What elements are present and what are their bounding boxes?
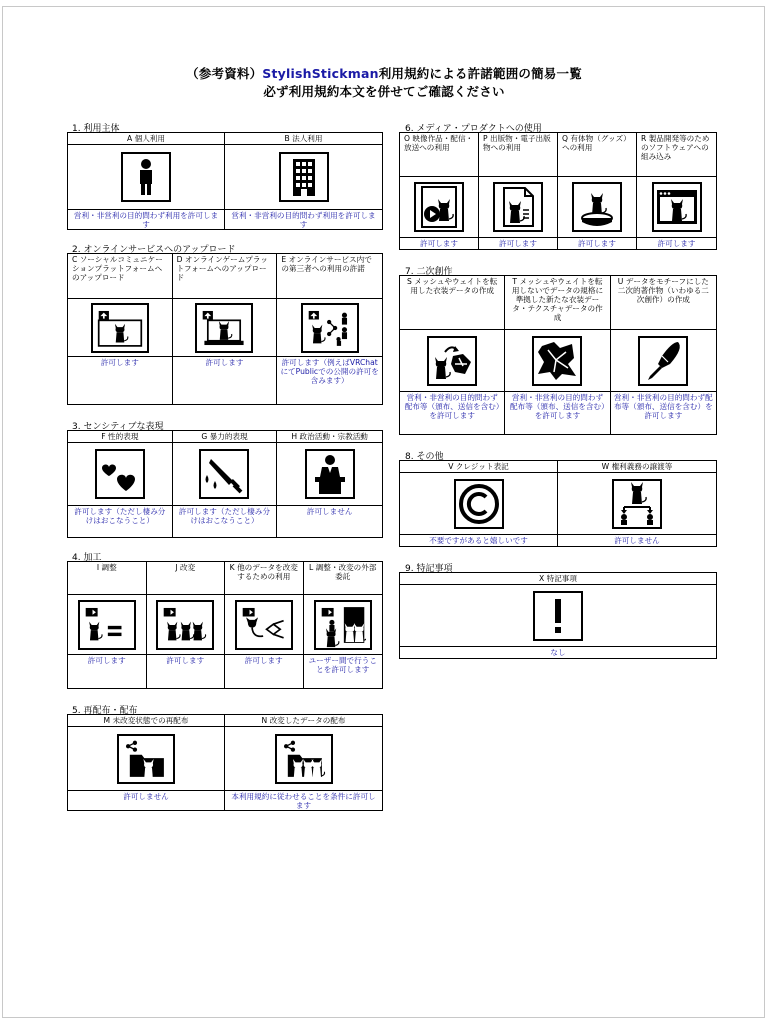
item-header: I 調整 — [68, 562, 146, 595]
item-corporate-use — [225, 133, 382, 229]
item-header: Q 有体物（グッズ）への利用 — [558, 133, 636, 177]
section-processing — [67, 561, 383, 689]
knife-icon — [199, 449, 249, 499]
item-header: U データをモチーフにした二次的著作物（いわゆる二次創作）の作成 — [611, 276, 716, 330]
item-header: F 性的表現 — [68, 431, 172, 443]
video-icon — [414, 182, 464, 232]
item-credit-notation — [400, 461, 558, 546]
item-special-notes — [400, 573, 716, 658]
item-result: 不要ですがあると嬉しいです — [400, 534, 557, 546]
item-sexual-expression — [68, 431, 173, 537]
item-header: W 権利義務の譲渡等 — [558, 461, 716, 473]
document-subtitle: 必ず利用規約本文を併せてご確認ください — [263, 84, 505, 99]
section-label-derivative-works: 7. 二次創作 — [405, 267, 453, 277]
item-result: 許可しません — [277, 505, 382, 537]
item-result: 許可します — [68, 654, 146, 688]
adjust-icon — [78, 600, 136, 650]
item-header: R 製品開発等のためのソフトウェアへの組み込み — [637, 133, 716, 177]
item-goods-use — [558, 133, 637, 249]
item-header: T メッシュやウェイトを転用しないでデータの規格に準拠した新たな衣装データ・テクスチャデータの作成 — [505, 276, 609, 330]
item-header: K 他のデータを改変するための利用 — [225, 562, 303, 595]
item-result: 許可します — [637, 237, 716, 249]
item-header: N 改変したデータの配布 — [225, 715, 382, 727]
item-third-party-license — [277, 254, 382, 404]
item-result: なし — [400, 646, 716, 658]
item-political-religious — [277, 431, 382, 537]
item-software-embedding — [637, 133, 716, 249]
item-result: 許可します（ただし棲み分けはおこなうこと） — [68, 505, 172, 537]
item-result: 許可しません — [558, 534, 716, 546]
item-result: 許可しません — [68, 790, 224, 810]
section-special-notes — [399, 572, 717, 659]
item-modify — [147, 562, 226, 688]
software-icon — [652, 182, 702, 232]
item-header: E オンラインサービス内での第三者への利用の許諾 — [277, 254, 382, 299]
title-brand: StylishStickman — [262, 66, 379, 81]
item-header: H 政治活動・宗教活動 — [277, 431, 382, 443]
section-label-sensitive: 3. センシティブな表現 — [72, 422, 164, 432]
item-header: O 映像作品・配信・放送への利用 — [400, 133, 478, 177]
document-title — [0, 64, 768, 82]
derivative-icon — [235, 600, 293, 650]
item-result: 許可します（ただし棲み分けはおこなうこと） — [173, 505, 277, 537]
copyright-icon — [454, 479, 504, 529]
item-result: 営利・非営利の目的問わず配布等（頒布、送信を含む）を許可します — [505, 391, 609, 434]
distribute-modified-icon — [275, 734, 333, 784]
title-suffix: 利用規約による許諾範囲の簡易一覧 — [378, 66, 582, 81]
item-new-costume-texture — [505, 276, 610, 434]
item-video-use — [400, 133, 479, 249]
transfer-icon — [612, 479, 662, 529]
item-social-upload — [68, 254, 173, 404]
item-result: 許可します（例えばVRChatにてPublicでの公開の許可を含みます） — [277, 356, 382, 404]
section-online-upload — [67, 253, 383, 405]
item-result: 許可します — [225, 654, 303, 688]
item-result: 許可します — [479, 237, 557, 249]
item-rights-transfer — [558, 461, 716, 546]
social-upload-icon — [91, 303, 149, 353]
item-result: 許可します — [173, 356, 277, 404]
item-fan-work — [611, 276, 716, 434]
item-result: 営利・非営利の目的問わず利用を許可します — [68, 209, 224, 229]
item-result: 許可します — [558, 237, 636, 249]
item-violent-expression — [173, 431, 278, 537]
item-result: 許可します — [68, 356, 172, 404]
modify-icon — [156, 600, 214, 650]
section-label-redistribution: 5. 再配布・配布 — [72, 706, 138, 716]
section-label-special-notes: 9. 特記事項 — [405, 564, 453, 574]
item-header: A 個人利用 — [68, 133, 224, 145]
item-header: S メッシュやウェイトを転用した衣装データの作成 — [400, 276, 504, 330]
podium-speaker-icon — [305, 449, 355, 499]
item-result: ユーザー間で行うことを許可します — [304, 654, 383, 688]
item-header: X 特記事項 — [400, 573, 716, 585]
section-redistribution — [67, 714, 383, 811]
item-result: 許可します — [400, 237, 478, 249]
item-derivative-use — [225, 562, 304, 688]
item-adjust — [68, 562, 147, 688]
title-prefix: （参考資料） — [186, 66, 263, 81]
item-header: P 出版物・電子出版物への利用 — [479, 133, 557, 177]
item-header: J 改変 — [147, 562, 225, 595]
publication-icon — [493, 182, 543, 232]
game-upload-icon — [195, 303, 253, 353]
hearts-icon — [95, 449, 145, 499]
section-label-usage-subject: 1. 利用主体 — [72, 124, 120, 134]
person-icon — [121, 152, 171, 202]
section-label-other: 8. その他 — [405, 452, 444, 462]
outsource-icon — [314, 600, 372, 650]
section-usage-subject — [67, 132, 383, 230]
pen-icon — [638, 336, 688, 386]
section-media-product — [399, 132, 717, 250]
share-to-users-icon — [301, 303, 359, 353]
section-label-media-product: 6. メディア・プロダクトへの使用 — [405, 124, 542, 134]
office-building-icon — [279, 152, 329, 202]
fabric-icon — [532, 336, 582, 386]
item-modified-distribution — [225, 715, 382, 810]
item-game-upload — [173, 254, 278, 404]
section-other — [399, 460, 717, 547]
item-header: M 未改変状態での再配布 — [68, 715, 224, 727]
item-publication-use — [479, 133, 558, 249]
goods-icon — [572, 182, 622, 232]
section-sensitive — [67, 430, 383, 538]
section-label-online-upload: 2. オンラインサービスへのアップロード — [72, 245, 236, 255]
item-header: D オンラインゲームプラットフォームへのアップロード — [173, 254, 277, 299]
section-label-processing: 4. 加工 — [72, 553, 102, 563]
section-derivative-works — [399, 275, 717, 435]
item-result: 営利・非営利の目的問わず利用を許可します — [225, 209, 382, 229]
item-header: L 調整・改変の外部委託 — [304, 562, 383, 595]
redistribute-icon — [117, 734, 175, 784]
item-unmodified-redistribution — [68, 715, 225, 810]
item-header: G 暴力的表現 — [173, 431, 277, 443]
item-result: 許可します — [147, 654, 225, 688]
item-outsourcing — [304, 562, 383, 688]
costume-icon — [427, 336, 477, 386]
item-costume-creation — [400, 276, 505, 434]
item-header: B 法人利用 — [225, 133, 382, 145]
item-result: 営利・非営利の目的問わず配布等（頒布、送信を含む）を許可します — [611, 391, 716, 434]
item-result: 本利用規約に従わせることを条件に許可します — [225, 790, 382, 810]
item-header: C ソーシャルコミュニケーションプラットフォームへのアップロード — [68, 254, 172, 299]
item-personal-use — [68, 133, 225, 229]
item-result: 営利・非営利の目的問わず配布等（頒布、送信を含む）を許可します — [400, 391, 504, 434]
exclamation-icon — [533, 591, 583, 641]
item-header: V クレジット表記 — [400, 461, 557, 473]
